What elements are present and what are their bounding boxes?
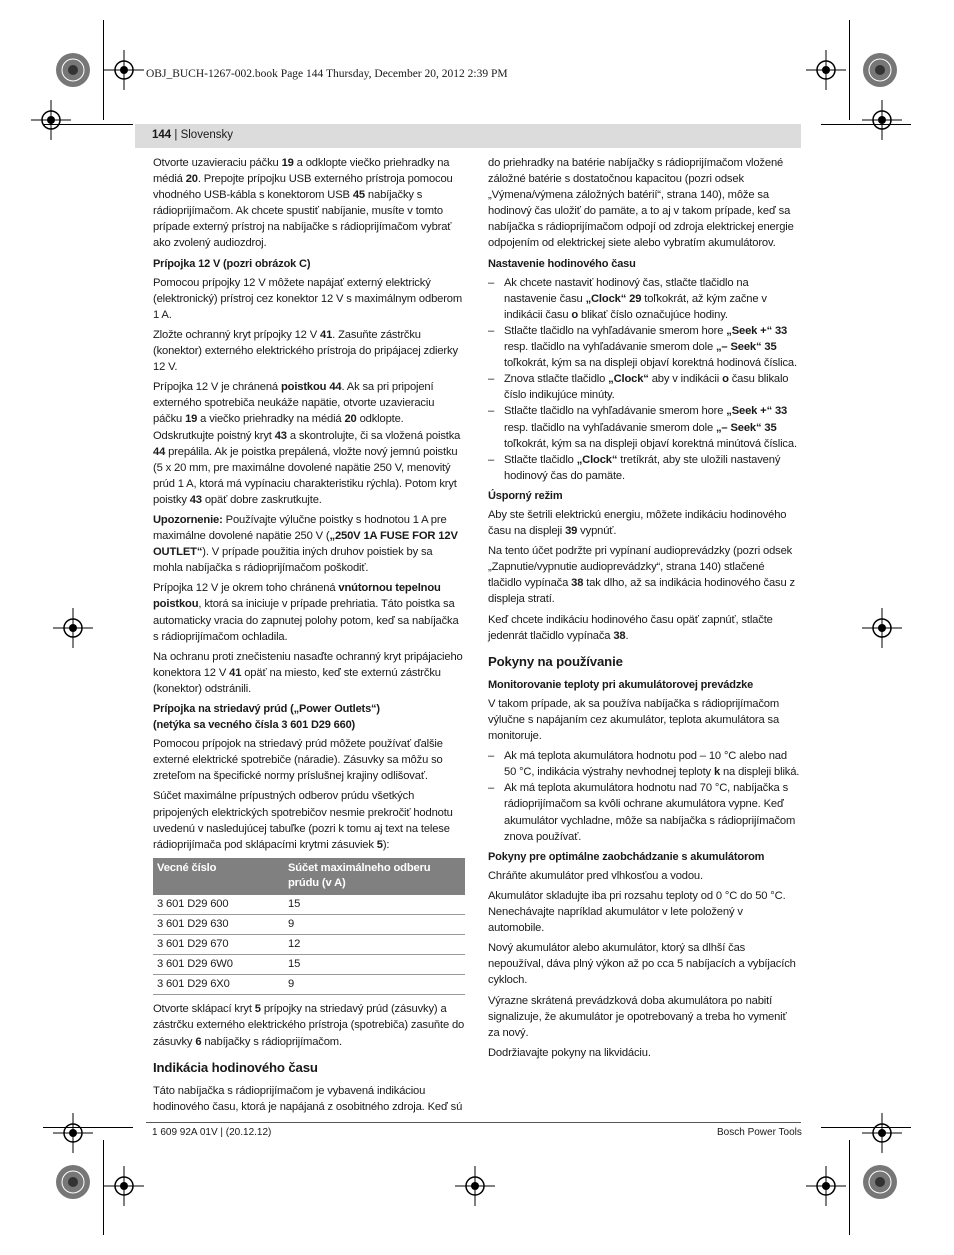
instruction-list [488, 275, 800, 484]
table-row: 3 601 D29 6W0 15 [153, 955, 465, 975]
paragraph: Výrazne skrátená prevádzková doba akumulátora po nabití signalizuje, že akumulátor je opotrebovaný a treba ho vymeniť za nový. [488, 994, 787, 1039]
table-row: 3 601 D29 6X0 9 [153, 975, 465, 995]
footer-doc-id: 1 609 92A 01V | (20.12.12) [152, 1127, 272, 1138]
page-number: 144 [152, 129, 172, 141]
header-separator: | [171, 129, 181, 141]
section-heading: Prípojka na striedavý prúd („Power Outlets“) (netýka sa vecného čísla 3 601 D29 660) [153, 703, 380, 732]
current-limit-table [153, 858, 465, 995]
table-header-cell: Vecné číslo [153, 858, 284, 895]
crosshair-icon [862, 608, 902, 648]
instruction-list [488, 748, 800, 845]
crosshair-icon [806, 50, 846, 90]
paragraph: Súčet maximálne prípustných odberov prúdu všetkých pripojených elektrických spotrebičov nesmie prekročiť hodnotu uvedenú v nasledujúcej tabuľke (pozri k tomu aj text na telese rádioprijímača pod sklápacími krytmi zásuviek 5): [153, 790, 453, 851]
list-item: – Ak má teplota akumulátora hodnotu nad 70 °C, nabíjačka s rádioprijímačom sa kvôli ochrane akumulátora vypne. Keď akumulátor vychladne, môže sa nabíjačka s rádioprijímačom znova používať. [488, 780, 800, 844]
registration-target-icon [53, 50, 93, 90]
section-title: Pokyny na používanie [488, 653, 623, 669]
section-heading: Nastavenie hodinového času [488, 257, 636, 270]
right-column [488, 155, 800, 1065]
crosshair-icon [31, 100, 71, 140]
section-heading: Prípojka 12 V (pozri obrázok C) [153, 257, 311, 270]
page-header-bar [135, 124, 801, 148]
paragraph: Akumulátor skladujte iba pri rozsahu teploty od 0 °C do 50 °C. Nenechávajte napríklad akumulátor v lete položený v automobile. [488, 889, 786, 935]
registration-target-icon [860, 50, 900, 90]
paragraph: Prípojka 12 V je okrem toho chránená vnútornou tepelnou poistkou, ktorá sa iniciuje v prípade prehriatia. Táto poistka sa automaticky vracia do zapnutej polohy potom, keď sa nabíjačka s rádioprijímačom ochladila. [153, 582, 459, 643]
print-info: OBJ_BUCH-1267-002.book Page 144 Thursday, December 20, 2012 2:39 PM [146, 68, 508, 80]
crosshair-icon [455, 1166, 495, 1206]
paragraph: Nový akumulátor alebo akumulátor, ktorý sa dlhší čas nepoužíval, dáva plný výkon až po cca 5 nabíjacích a vybíjacích cykloch. [488, 942, 796, 987]
paragraph: Táto nabíjačka s rádioprijímačom je vybavená indikáciou hodinového času, ktorá je napájaná z osobitného zdroja. Keď sú [153, 1084, 463, 1113]
left-column [153, 155, 465, 1119]
table-header-cell: Súčet maximálneho odberu prúdu (v A) [284, 858, 465, 895]
list-item: – Stlačte tlačidlo „Clock“ tretíkrát, aby ste uložili nastavený hodinový čas do pamäte. [488, 452, 800, 484]
list-item: – Ak chcete nastaviť hodinový čas, stlačte tlačidlo na nastavenie času „Clock“ 29 toľkokrát, až kým začne v indikácii času o blikať číslo označujúce hodiny. [488, 275, 800, 323]
paragraph: Keď chcete indikáciu hodinového času opäť zapnúť, stlačte jedenrát tlačidlo vypínača 38. [488, 613, 773, 642]
warning-paragraph: Upozornenie: Používajte výlučne poistky s hodnotou 1 A pre maximálne dovolené napätie 250 V („250V 1A FUSE FOR 12V OUTLET“). V prípade použitia iných druhov poistiek by sa mohla nabíjačka s rádioprijímačom poškodiť. [153, 513, 458, 575]
registration-target-icon [860, 1162, 900, 1202]
table-header-row [153, 858, 465, 895]
crosshair-icon [53, 608, 93, 648]
paragraph: Chráňte akumulátor pred vlhkosťou a vodou. [488, 869, 703, 882]
footer-brand: Bosch Power Tools [717, 1127, 802, 1138]
page-header [152, 129, 233, 141]
paragraph: Na ochranu proti znečisteniu nasaďte ochranný kryt pripájacieho konektora 12 V 41 opäť na miesto, keď ste externú zástrčku (konektor) odstránili. [153, 650, 463, 695]
section-heading: Monitorovanie teploty pri akumulátorovej prevádzke [488, 678, 754, 691]
paragraph: Pomocou prípojky 12 V môžete napájať externý elektrický (elektronický) prístroj cez konektor 12 V s maximálnym odberom 1 A. [153, 276, 463, 321]
table-row: 3 601 D29 630 9 [153, 914, 465, 934]
crosshair-icon [862, 100, 902, 140]
header-language: Slovensky [180, 129, 233, 141]
crosshair-icon [53, 1113, 93, 1153]
paragraph: Otvorte uzavieraciu páčku 19 a odklopte viečko priehradky na médiá 20. Prepojte prípojku USB externého prístroja pomocou vhodného USB-kábla s konektorom USB 45 nabíjačky s rádioprijímačom. Ak chcete spustiť nabíjanie, musíte v tomto prípade externý prístroj na nabíjačke s rádioprijímačom vybrať ako zvolený audiozdroj. [153, 157, 453, 250]
list-item: – Stlačte tlačidlo na vyhľadávanie smerom hore „Seek +“ 33 resp. tlačidlo na vyhľadávanie smerom dole „– Seek“ 35 toľkokrát, kým sa na displeji objaví korektná minútová číslica. [488, 403, 800, 451]
crop-mark [849, 20, 850, 120]
list-item: – Stlačte tlačidlo na vyhľadávanie smerom hore „Seek +“ 33 resp. tlačidlo na vyhľadávanie smerom dole „– Seek“ 35 toľkokrát, kým sa na displeji objaví korektná hodinová číslica. [488, 323, 800, 371]
paragraph: V takom prípade, ak sa používa nabíjačka s rádioprijímačom výlučne s napájaním cez akumulátor, teplota akumulátora sa monitoruje. [488, 697, 780, 743]
table-row: 3 601 D29 600 15 [153, 895, 465, 915]
list-item: – Ak má teplota akumulátora hodnotu pod – 10 °C alebo nad 50 °C, indikácia výstrahy nevhodnej teploty k na displeji bliká. [488, 748, 800, 780]
paragraph: Prípojka 12 V je chránená poistkou 44. Ak sa pri pripojení externého spotrebiča neukáže napätie, otvorte uzavieraciu páčku 19 a viečko priehradky na médiá 20 odklopte. Odskrutkujte poistný kryt 43 a skontrolujte, či sa vložená poistka 44 prepálila. Ak je poistka prepálená, vložte nový jemnú poistku (5 x 20 mm, pre maximálne dovolené napätie 250 V, menovitý prúd 1 A, ktorá má vypínaciu charakteristiku rýchla). Potom kryt poistky 43 opäť dobre zaskrutkujte. [153, 381, 461, 506]
paragraph: Otvorte sklápací kryt 5 prípojky na striedavý prúd (zásuvky) a zástrčku externého elektrického prístroja (spotrebiča) zasuňte do zásuvky 6 nabíjačky s rádioprijímačom. [153, 1003, 465, 1048]
registration-target-icon [53, 1162, 93, 1202]
table-row: 3 601 D29 670 12 [153, 935, 465, 955]
paragraph: Dodržiavajte pokyny na likvidáciu. [488, 1046, 651, 1059]
paragraph: do priehradky na batérie nabíjačky s rádioprijímačom vložené záložné batérie s dostatočnou kapacitou (pozri odsek „Výmena/výmena záložných batérií“, strana 140), môže sa hodinový čas uložiť do pamäte, a to aj v takom prípade, keď sa nabíjačka s rádioprijímačom odpojí od zdroja elektrickej energie odpojením od elektrickej siete alebo vybratím akumulátorov. [488, 157, 794, 250]
section-heading: Úsporný režim [488, 489, 563, 502]
crosshair-icon [104, 1166, 144, 1206]
section-heading: Pokyny pre optimálne zaobchádzanie s akumulátorom [488, 850, 765, 863]
paragraph: Aby ste šetrili elektrickú energiu, môžete indikáciu hodinového času na displeji 39 vypnúť. [488, 508, 787, 538]
footer-rule [146, 1122, 801, 1123]
crosshair-icon [806, 1166, 846, 1206]
paragraph: Na tento účet podržte pri vypínaní audioprevádzky (pozri odsek „Zapnutie/vypnutie audioprevádzky“, strana 140) stlačené tlačidlo vypínača 38 tak dlho, až sa indikácia hodinového času z displeja stratí. [488, 545, 795, 606]
crosshair-icon [862, 1113, 902, 1153]
crosshair-icon [104, 50, 144, 90]
section-title: Indikácia hodinového času [153, 1059, 318, 1075]
paragraph: Pomocou prípojok na striedavý prúd môžete používať ďalšie externé elektrické spotrebiče (náradie). Zásuvky sa môžu so zreteľom na špecifické normy príslušnej krajiny odlišovať. [153, 738, 443, 783]
crop-mark [849, 1140, 850, 1235]
paragraph: Zložte ochranný kryt prípojky 12 V 41. Zasuňte zástrčku (konektor) externého elektrického prístroja do pripájacej zdierky 12 V. [153, 328, 458, 374]
list-item: – Znova stlačte tlačidlo „Clock“ aby v indikácii o času blikalo číslo indikujúce minúty. [488, 371, 800, 403]
